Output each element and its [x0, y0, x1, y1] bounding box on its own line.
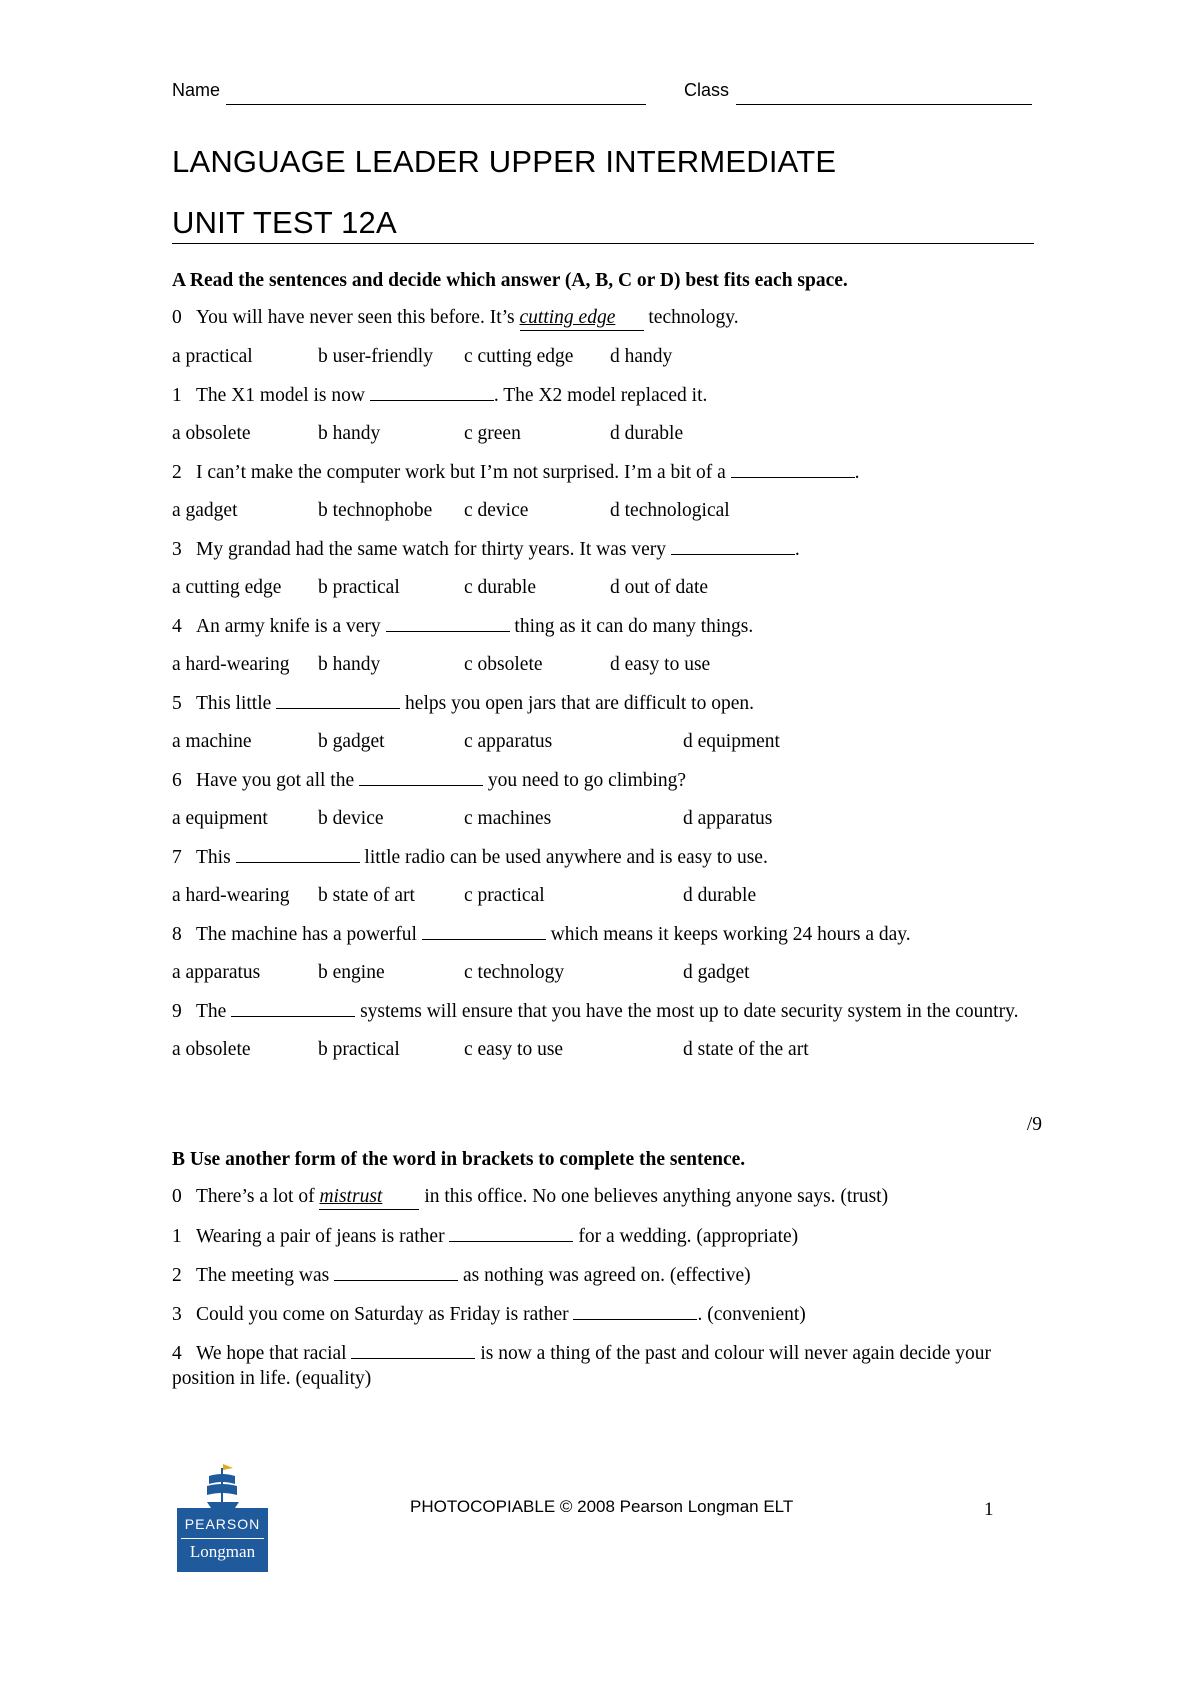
- answer-blank[interactable]: [276, 690, 400, 709]
- option-d[interactable]: d gadget: [683, 962, 750, 983]
- section-a-score: /9: [1026, 1114, 1042, 1135]
- option-a[interactable]: a obsolete: [172, 1039, 251, 1060]
- option-d[interactable]: d out of date: [610, 577, 709, 598]
- unit-title: UNIT TEST 12A: [172, 205, 397, 240]
- question-3: [172, 536, 1042, 562]
- option-c[interactable]: c apparatus: [464, 731, 553, 752]
- question-text-after: you need to go climbing?: [483, 770, 687, 791]
- question-text-before: Wearing a pair of jeans is rather: [196, 1226, 450, 1247]
- option-d[interactable]: d easy to use: [610, 654, 711, 675]
- answer-blank[interactable]: [334, 1262, 458, 1281]
- name-line: [226, 104, 646, 105]
- question-9-options: [172, 1037, 1042, 1062]
- option-c: c cutting edge: [464, 346, 574, 367]
- answer-blank[interactable]: [422, 921, 546, 940]
- option-a[interactable]: a cutting edge: [172, 577, 282, 598]
- option-b[interactable]: b technophobe: [318, 500, 433, 521]
- section-b-instruction: B Use another form of the word in brackets to complete the sentence.: [172, 1149, 746, 1170]
- question-text-before: I can’t make the computer work but I’m not surprised. I’m a bit of a: [196, 462, 731, 483]
- option-a[interactable]: a obsolete: [172, 423, 251, 444]
- answer-blank[interactable]: [236, 844, 360, 863]
- question-6: [172, 767, 1042, 793]
- answer-blank[interactable]: [351, 1340, 475, 1359]
- option-c[interactable]: c durable: [464, 577, 537, 598]
- question-number: 4: [172, 1343, 182, 1364]
- logo-pearson: PEARSON: [184, 1516, 261, 1532]
- section-a-questions: [172, 382, 1042, 1062]
- option-b[interactable]: b handy: [318, 654, 381, 675]
- question-text-before: Could you come on Saturday as Friday is rather: [196, 1304, 574, 1325]
- option-a[interactable]: a hard-wearing: [172, 885, 290, 906]
- question-text-after: as nothing was agreed on. (effective): [458, 1265, 751, 1286]
- question-text-after: little radio can be used anywhere and is easy to use.: [359, 847, 768, 868]
- question-5: [172, 690, 1042, 716]
- question-text-before: Have you got all the: [196, 770, 359, 791]
- answer-blank[interactable]: [671, 536, 795, 555]
- question-2: [172, 459, 1042, 485]
- question-number: 9: [172, 1001, 182, 1022]
- option-d[interactable]: d durable: [683, 885, 757, 906]
- question-number: 1: [172, 1226, 182, 1247]
- question-number: 2: [172, 1265, 182, 1286]
- pearson-longman-logo: [177, 1462, 268, 1572]
- question-text-after: . (convenient): [697, 1304, 806, 1325]
- question-text-before: We hope that racial: [196, 1343, 352, 1364]
- question-text-after: systems will ensure that you have the most up to date security system in the country.: [355, 1001, 1019, 1022]
- answer-blank[interactable]: [231, 998, 355, 1017]
- question-text-after: .: [794, 539, 800, 560]
- word-form-question-2: [172, 1262, 1042, 1288]
- question-5-options: [172, 729, 1042, 754]
- question-number: 8: [172, 924, 182, 945]
- question-text-before: An army knife is a very: [196, 616, 386, 637]
- example-answer: cutting edge: [519, 307, 616, 328]
- question-text-before: The meeting was: [196, 1265, 335, 1286]
- option-d[interactable]: d equipment: [683, 731, 780, 752]
- question-number: 1: [172, 385, 182, 406]
- option-a[interactable]: a machine: [172, 731, 252, 752]
- option-c[interactable]: c obsolete: [464, 654, 543, 675]
- answer-blank[interactable]: [449, 1223, 573, 1242]
- name-label: Name: [172, 80, 221, 100]
- question-2-options: [172, 498, 1042, 523]
- option-c[interactable]: c easy to use: [464, 1039, 564, 1060]
- question-number: 0: [172, 1186, 182, 1207]
- question-1: [172, 382, 1042, 408]
- option-c[interactable]: c practical: [464, 885, 545, 906]
- option-b[interactable]: b state of art: [318, 885, 415, 906]
- logo-longman: Longman: [189, 1542, 256, 1561]
- logo-box: [177, 1508, 268, 1572]
- option-b[interactable]: b gadget: [318, 731, 385, 752]
- question-text-before: This little: [196, 693, 277, 714]
- question-text-before: The X1 model is now: [196, 385, 370, 406]
- copyright-footer: PHOTOCOPIABLE © 2008 Pearson Longman ELT: [410, 1497, 794, 1516]
- word-form-question-1: [172, 1223, 1042, 1249]
- section-b-questions: [172, 1223, 1042, 1391]
- title-divider: [172, 243, 1034, 244]
- question-number: 3: [172, 539, 182, 560]
- example-answer-blank: [520, 305, 644, 331]
- question-text-before: You will have never seen this before. It’s: [196, 307, 520, 328]
- section-b-example: [172, 1184, 1042, 1210]
- question-number: 5: [172, 693, 182, 714]
- question-text-before: There’s a lot of: [196, 1186, 320, 1207]
- question-1-options: [172, 421, 1042, 446]
- class-line: [736, 104, 1032, 105]
- section-a-example: [172, 305, 1042, 331]
- question-number: 3: [172, 1304, 182, 1325]
- example-answer-blank: [319, 1184, 419, 1210]
- example-options: [172, 344, 1042, 369]
- option-d[interactable]: d technological: [610, 500, 730, 521]
- option-d[interactable]: d apparatus: [683, 808, 773, 829]
- option-c[interactable]: c technology: [464, 962, 565, 983]
- option-b[interactable]: b practical: [318, 1039, 400, 1060]
- question-number: 0: [172, 307, 182, 328]
- question-number: 2: [172, 462, 182, 483]
- question-number: 4: [172, 616, 182, 637]
- question-text-after: thing as it can do many things.: [509, 616, 754, 637]
- question-text-before: The machine has a powerful: [196, 924, 422, 945]
- logo-divider: [181, 1538, 264, 1539]
- question-8: [172, 921, 1042, 947]
- word-form-question-3: [172, 1301, 1042, 1327]
- question-number: 7: [172, 847, 182, 868]
- question-text-after: technology.: [643, 307, 739, 328]
- test-content: [172, 268, 1042, 1404]
- option-b[interactable]: b engine: [318, 962, 385, 983]
- option-c[interactable]: c machines: [464, 808, 552, 829]
- answer-blank[interactable]: [386, 613, 510, 632]
- option-c[interactable]: c device: [464, 500, 529, 521]
- question-3-options: [172, 575, 1042, 600]
- question-6-options: [172, 806, 1042, 831]
- class-label: Class: [684, 80, 730, 100]
- option-d: d handy: [610, 346, 673, 367]
- question-4-options: [172, 652, 1042, 677]
- section-a-instruction: A Read the sentences and decide which answer (A, B, C or D) best fits each space.: [172, 270, 848, 291]
- question-number: 6: [172, 770, 182, 791]
- question-text-after: for a wedding. (appropriate): [573, 1226, 799, 1247]
- question-text-after: is now a thing of the past and colour will never again decide your position in life. (equality): [172, 1343, 991, 1389]
- option-c[interactable]: c green: [464, 423, 521, 444]
- example-answer: mistrust: [319, 1186, 383, 1207]
- answer-blank[interactable]: [573, 1301, 697, 1320]
- option-a: a practical: [172, 346, 253, 367]
- question-text-before: The: [196, 1001, 232, 1022]
- question-text-before: My grandad had the same watch for thirty years. It was very: [196, 539, 671, 560]
- option-b[interactable]: b practical: [318, 577, 400, 598]
- question-text-after: .: [854, 462, 860, 483]
- option-b[interactable]: b handy: [318, 423, 381, 444]
- question-text-after: in this office. No one believes anything anyone says. (trust): [419, 1186, 889, 1207]
- answer-blank[interactable]: [359, 767, 483, 786]
- question-text-after: which means it keeps working 24 hours a day.: [545, 924, 911, 945]
- option-a[interactable]: a apparatus: [172, 962, 261, 983]
- page-number: 1: [984, 1499, 994, 1520]
- question-4: [172, 613, 1042, 639]
- option-b[interactable]: b device: [318, 808, 384, 829]
- option-a[interactable]: a hard-wearing: [172, 654, 290, 675]
- word-form-question-4: [172, 1340, 1042, 1391]
- question-text-before: This: [196, 847, 236, 868]
- question-7-options: [172, 883, 1042, 908]
- option-a[interactable]: a gadget: [172, 500, 238, 521]
- question-text-after: . The X2 model replaced it.: [493, 385, 708, 406]
- option-d[interactable]: d state of the art: [683, 1039, 809, 1060]
- ship-icon: [177, 1462, 268, 1510]
- question-8-options: [172, 960, 1042, 985]
- question-9: [172, 998, 1042, 1024]
- question-text-after: helps you open jars that are difficult to open.: [400, 693, 754, 714]
- option-d[interactable]: d durable: [610, 423, 684, 444]
- question-7: [172, 844, 1042, 870]
- course-title: LANGUAGE LEADER UPPER INTERMEDIATE: [172, 144, 837, 179]
- option-b: b user-friendly: [318, 346, 433, 367]
- option-a[interactable]: a equipment: [172, 808, 268, 829]
- answer-blank[interactable]: [731, 459, 855, 478]
- answer-blank[interactable]: [370, 382, 494, 401]
